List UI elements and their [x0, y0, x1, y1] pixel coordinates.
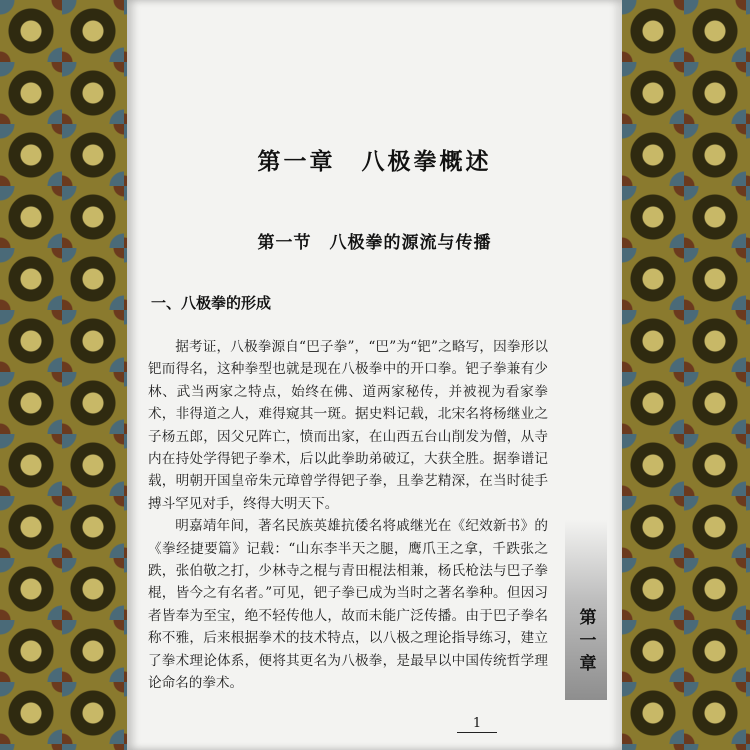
- paragraph: 明嘉靖年间，著名民族英雄抗倭名将戚继光在《纪效新书》的《拳经捷要篇》记载：“山东李半天之腿，鹰爪王之拿，千跌张之跌，张伯敬之打，少林寺之棍与青田棍法相兼，杨氏枪法与巴子拳棍，皆今之有名者。”可见，钯子拳已成为当时之著名拳种。但因习者皆奉为至宝，绝不轻传他人，故而未能广泛传播。由于巴子拳名称不雅，后来根据拳术的技术特点，以八极之理论指导练习，建立了拳术理论体系，便将其更名为八极拳，是最早以中国传统哲学理论命名的拳术。: [148, 518, 548, 692]
- left-brocade-border: [0, 0, 127, 750]
- chapter-title: 第一章 八极拳概述: [257, 148, 492, 175]
- right-brocade-border: [622, 0, 750, 750]
- subsection-title: 一、八极拳的形成: [151, 294, 272, 312]
- section-title: 第一节 八极拳的源流与传播: [257, 233, 492, 253]
- paragraph: 据考证，八极拳源自“巴子拳”，“巴”为“钯”之略写，因拳形以钯而得名，这种拳型也就是现在八极拳中的开口拳。钯子拳兼有少林、武当两家之特点，始终在佛、道两家秘传，并被视为看家拳术，非得道之人，难得窥其一斑。据史料记载，北宋名将杨继业之子杨五郎，因父兄阵亡，愤而出家，在山西五台山削发为僧，从寺内在持处学得钯子拳术，后以此拳助弟破辽，大获全胜。据拳谱记载，明朝开国皇帝朱元璋曾学得钯子拳，且拳艺精深，在当时徒手搏斗罕见对手，终得大明天下。: [148, 339, 548, 512]
- body-text: [148, 336, 548, 695]
- page-number: 1: [457, 716, 497, 733]
- chapter-side-tab-label: 第一章: [575, 608, 596, 677]
- book-page: [127, 0, 622, 750]
